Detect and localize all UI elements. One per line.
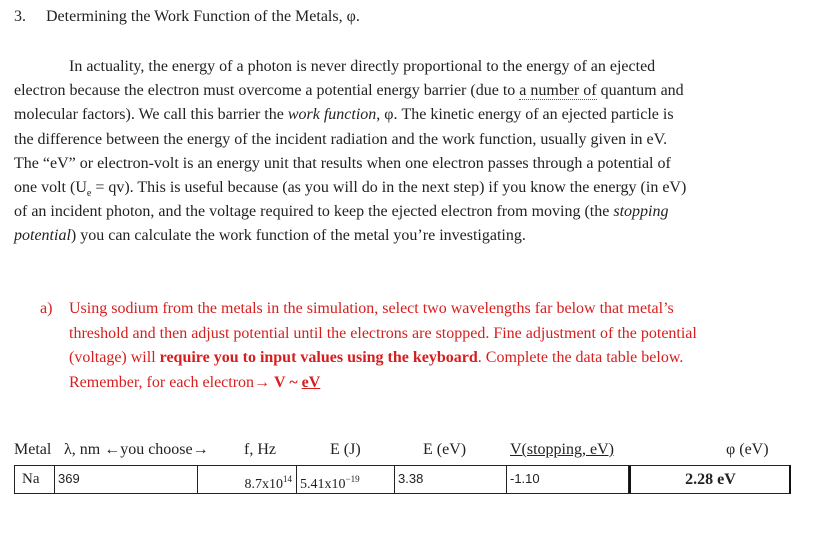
cell-energy-ev[interactable]: 3.38 <box>395 466 507 493</box>
cell-energy-j[interactable] <box>297 466 395 493</box>
text: (voltage) will <box>69 349 160 367</box>
question-line <box>40 297 810 322</box>
text: . Complete the data table below. <box>477 349 684 367</box>
header-wavelength: λ, nm ←you choose→ <box>64 441 209 458</box>
header-metal: Metal <box>14 441 52 458</box>
energy-j-exponent: −19 <box>345 474 360 484</box>
section-title: Determining the Work Function of the Metals, φ. <box>46 8 360 25</box>
text: quantum and <box>596 82 684 100</box>
text: In actuality, the energy of a photon is never directly proportional to the energy of an ejected <box>69 58 656 75</box>
text: , φ. The kinetic energy of an ejected particle is <box>376 106 674 124</box>
header-frequency: f, Hz <box>244 441 276 458</box>
cell-phi[interactable]: 2.28 eV <box>629 466 790 493</box>
paragraph-line <box>14 128 814 152</box>
paragraph-line <box>14 103 814 127</box>
paragraph-line <box>14 224 814 248</box>
cell-v-stopping[interactable]: -1.10 <box>507 466 629 493</box>
header-energy-ev: E (eV) <box>423 441 467 458</box>
text: electron because the electron must overcome a potential energy barrier (due to <box>14 82 520 100</box>
section-number: 3. <box>14 8 26 25</box>
header-v-stopping: V(stopping, eV) <box>510 441 614 458</box>
paragraph-line <box>14 176 814 200</box>
question-a <box>40 297 810 395</box>
header-phi: φ (eV) <box>726 441 769 458</box>
data-table-row <box>14 465 791 494</box>
header-energy-j: E (J) <box>330 441 361 458</box>
stopping-term: stopping <box>613 203 669 221</box>
cell-frequency[interactable] <box>198 466 297 493</box>
text: Using sodium from the metals in the simulation, select two wavelengths far below that metal’s <box>69 300 674 317</box>
work-function-term: work function <box>287 106 377 124</box>
paragraph-line <box>14 55 814 79</box>
paragraph-line <box>14 200 814 224</box>
energy-j-mantissa: 5.41x10 <box>300 477 346 492</box>
cell-wavelength[interactable]: 369 <box>55 466 198 493</box>
paragraph-line <box>14 152 814 176</box>
formula-ev: eV <box>301 373 321 391</box>
bold-instruction: require you to input values using the keyboard <box>159 349 478 367</box>
intro-paragraph <box>14 55 814 249</box>
text: = qv). This is useful because (as you will do in the next step) if you know the energy (in eV) <box>91 178 687 196</box>
text: the difference between the energy of the incident radiation and the work function, usually given in eV. <box>14 130 668 148</box>
potential-term: potential <box>14 227 71 245</box>
table-header <box>14 441 814 465</box>
frequency-exponent: 14 <box>283 474 292 484</box>
section-heading <box>14 8 360 26</box>
text: threshold and then adjust potential until the electrons are stopped. Fine adjustment of the potential <box>69 324 697 342</box>
question-line <box>40 322 810 347</box>
frequency-mantissa: 8.7x10 <box>244 477 283 492</box>
text: one volt (U <box>14 178 87 196</box>
question-line <box>40 346 810 371</box>
text: of an incident photon, and the voltage required to keep the ejected electron from moving (the <box>14 203 614 221</box>
text: ) you can calculate the work function of the metal you’re investigating. <box>70 227 526 245</box>
question-label: a) <box>40 300 53 317</box>
paragraph-line <box>14 79 814 103</box>
spellcheck-underlined-text: a number of <box>519 82 597 100</box>
text: The “eV” or electron-volt is an energy unit that results when one electron passes through a potential of <box>14 154 671 172</box>
cell-metal[interactable]: Na <box>15 466 55 493</box>
formula-v: V ~ <box>274 373 302 391</box>
subscript: e <box>86 188 92 200</box>
question-line <box>40 371 810 396</box>
text: Remember, for each electron→ <box>69 373 275 391</box>
text: molecular factors). We call this barrier the <box>14 106 288 124</box>
